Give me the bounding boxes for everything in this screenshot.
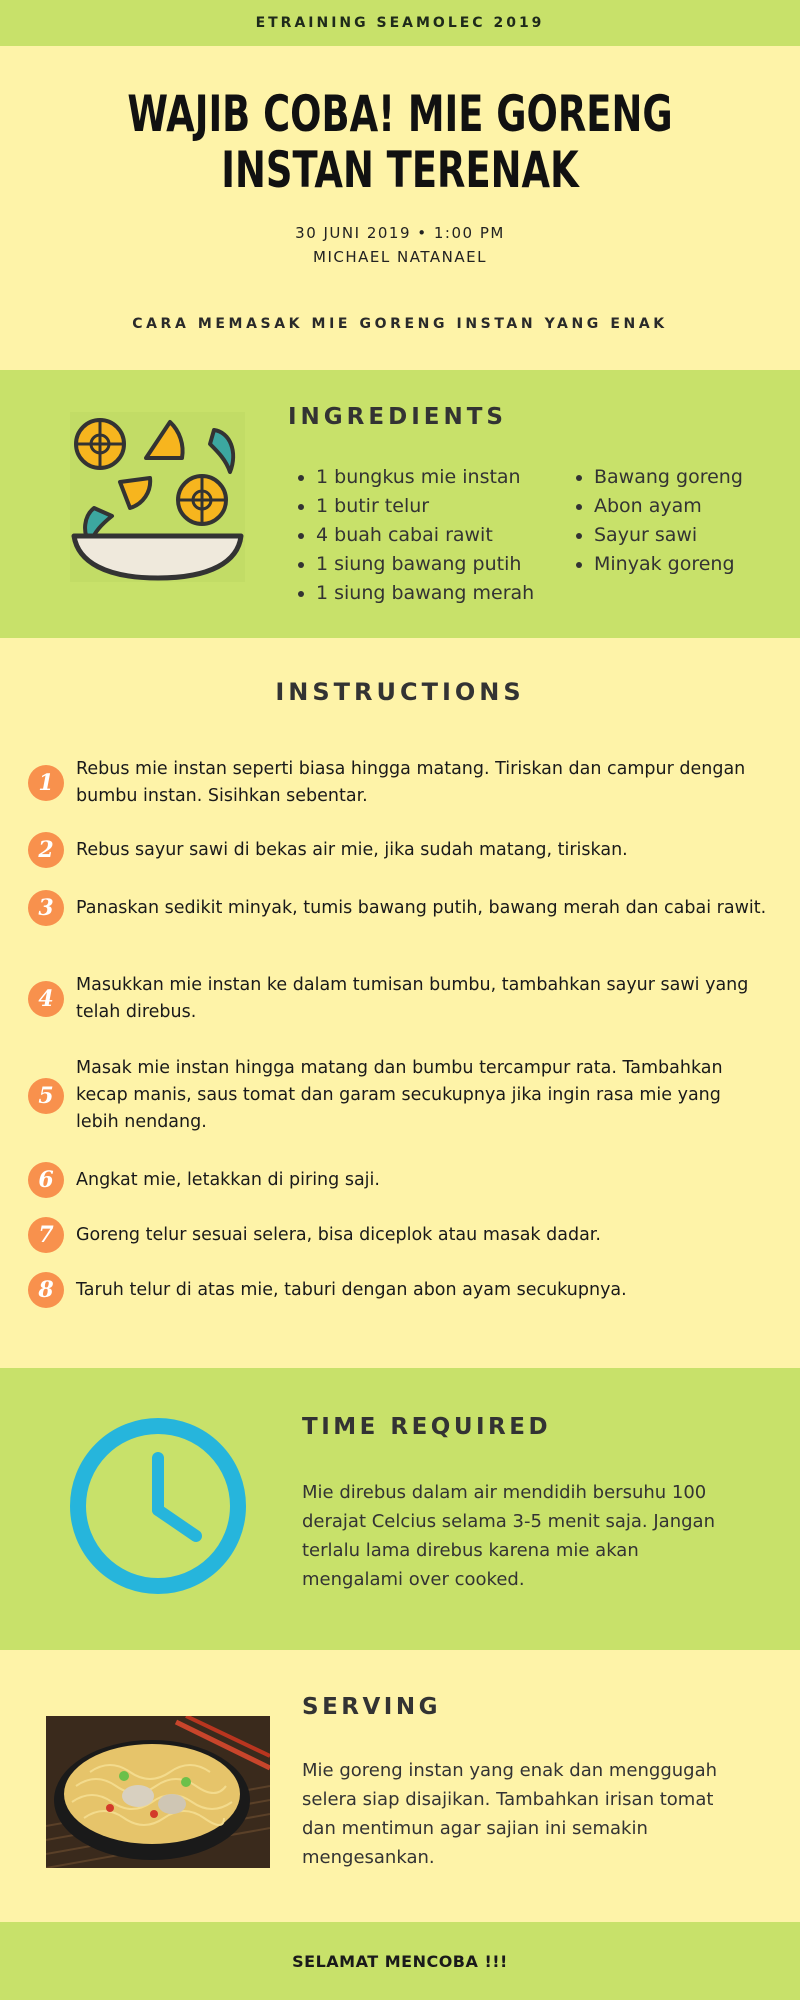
title-line-1: WAJIB COBA! MIE GORENG — [127, 85, 673, 143]
list-item: Sayur sawi — [572, 521, 743, 550]
time-required-text: Mie direbus dalam air mendidih bersuhu 100 derajat Celcius selama 3-5 menit saja. Jangan terlalu lama direbus karena mie akan mengalami over cooked. — [302, 1482, 715, 1590]
step-number-badge: 1 — [28, 765, 64, 801]
list-item: Bawang goreng — [572, 463, 743, 492]
orange-slice-icon — [178, 476, 226, 524]
list-item: 1 siung bawang merah — [294, 579, 534, 608]
step-text: Goreng telur sesuai selera, bisa diceplok atau masak dadar. — [76, 1224, 601, 1245]
step-number-badge: 7 — [28, 1217, 64, 1253]
instruction-step — [28, 890, 768, 926]
ingredients-heading: INGREDIENTS — [288, 404, 507, 430]
step-text: Masukkan mie instan ke dalam tumisan bumbu, tambahkan sayur sawi yang telah direbus. — [76, 975, 749, 1022]
step-text: Rebus sayur sawi di bekas air mie, jika sudah matang, tiriskan. — [76, 839, 628, 860]
step-text: Angkat mie, letakkan di piring saji. — [76, 1169, 380, 1190]
step-text: Taruh telur di atas mie, taburi dengan abon ayam secukupnya. — [76, 1279, 627, 1300]
list-item: 1 butir telur — [294, 492, 534, 521]
banner-text: ETRAINING SEAMOLEC 2019 — [255, 15, 545, 31]
date-time: 30 JUNI 2019 • 1:00 PM — [295, 224, 505, 242]
step-number-badge: 5 — [28, 1078, 64, 1114]
page-title — [72, 86, 728, 198]
clock-icon — [68, 1416, 248, 1596]
instruction-step — [28, 1055, 768, 1136]
list-item: 1 siung bawang putih — [294, 550, 534, 579]
instruction-step — [28, 1162, 768, 1198]
instructions-section — [0, 638, 800, 1368]
list-item: Abon ayam — [572, 492, 743, 521]
instructions-heading: INSTRUCTIONS — [275, 678, 525, 706]
instruction-step — [28, 832, 768, 868]
time-required-heading: TIME REQUIRED — [302, 1414, 552, 1440]
title-line-2: INSTAN TERENAK — [221, 141, 579, 199]
top-banner — [0, 0, 800, 46]
ingredients-list-primary — [294, 463, 534, 608]
step-number-badge: 4 — [28, 981, 64, 1017]
bowl-with-vegetables-icon — [70, 412, 245, 582]
step-text: Rebus mie instan seperti biasa hingga matang. Tiriskan dan campur dengan bumbu instan. Sisihkan sebentar. — [76, 759, 746, 806]
instruction-step — [28, 756, 768, 810]
step-text: Masak mie instan hingga matang dan bumbu tercampur rata. Tambahkan kecap manis, saus tomat dan garam secukupnya jika ingin rasa mie yang lebih nendang. — [76, 1058, 723, 1132]
instruction-step — [28, 972, 768, 1026]
footer-text: SELAMAT MENCOBA !!! — [292, 1951, 508, 1971]
step-number-badge: 2 — [28, 832, 64, 868]
serving-text: Mie goreng instan yang enak dan menggugah selera siap disajikan. Tambahkan irisan tomat dan mentimun agar sajian ini semakin mengesankan. — [302, 1760, 718, 1868]
serving-heading: SERVING — [302, 1694, 441, 1720]
time-required-section — [0, 1368, 800, 1650]
ingredients-list-secondary — [572, 463, 743, 579]
orange-slice-icon — [76, 420, 124, 468]
step-number-badge: 3 — [28, 890, 64, 926]
serving-section — [0, 1650, 800, 1922]
subtitle: CARA MEMASAK MIE GORENG INSTAN YANG ENAK — [132, 316, 668, 332]
footer-banner — [0, 1922, 800, 2000]
list-item: 1 bungkus mie instan — [294, 463, 534, 492]
step-text: Panaskan sedikit minyak, tumis bawang putih, bawang merah dan cabai rawit. — [76, 897, 767, 918]
list-item: 4 buah cabai rawit — [294, 521, 534, 550]
instruction-step — [28, 1217, 768, 1253]
step-number-badge: 6 — [28, 1162, 64, 1198]
ingredients-section — [0, 370, 800, 638]
hero-section — [0, 46, 800, 370]
noodle-bowl-photo — [46, 1716, 270, 1868]
list-item: Minyak goreng — [572, 550, 743, 579]
instruction-step — [28, 1272, 768, 1308]
step-number-badge: 8 — [28, 1272, 64, 1308]
author-name: MICHAEL NATANAEL — [313, 248, 487, 266]
